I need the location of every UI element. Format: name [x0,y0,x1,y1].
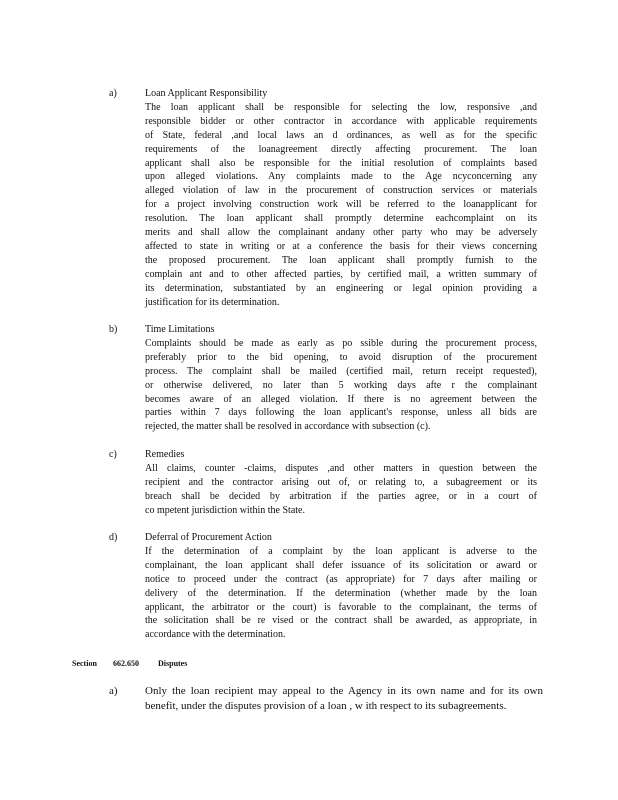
item-body [145,684,543,714]
item-marker: c) [109,449,117,460]
section-title: Disputes [158,659,188,668]
body-line: upon alleged violations. Any complaints made to the Age ncyconcerning any [145,171,537,183]
body-line: If the determination of a complaint by the loan applicant is adverse to the [145,545,537,557]
item-marker: a) [109,685,118,697]
item-marker: a) [109,88,117,99]
body-line: applicant shall also be responsible for the initial resolution of complaints based [145,157,537,169]
body-line: delivery of the determination. If the determination (whether made by the loan [145,587,537,599]
body-line: recipient and the contractor arising out of, or relating to, a subagreement or its [145,476,537,488]
body-line: The loan applicant shall be responsible for selecting the low, responsive ,and [145,101,537,113]
body-line: or otherwise delivered, no later than 5 working days afte r the complainant [145,379,537,391]
body-line: All claims, counter -claims, disputes ,and other matters in question between the [145,462,537,474]
item-marker: d) [109,532,118,543]
item-marker: b) [109,324,118,335]
body-line: the proposed procurement. The loan applicant shall promptly furnish to the [145,254,537,266]
body-line: Complaints should be made as early as po ssible during the procurement process, [145,337,537,349]
body-line: justification for its determination. [145,296,280,308]
body-line: requirements of the loanagreement directly affecting procurement. The loan [145,143,537,155]
body-line: the solicitation shall be re vised or the contract shall be awarded, as appropriate, in [145,615,537,627]
body-line: of State, federal ,and local laws an d ordinances, as well as for the specific [145,129,537,141]
body-line: process. The complaint shall be mailed (certified mail, return receipt requested), [145,365,537,377]
section-label: Section [72,659,97,668]
item-title: Deferral of Procurement Action [145,532,272,543]
body-line: rejected, the matter shall be resolved in accordance with subsection (c). [145,421,431,433]
body-line: for a project involving construction work will be referred to the loanapplicant for [145,199,537,211]
body-line: complain ant and to other affected parties, by certified mail, a written summary of [145,268,537,280]
body-line: responsible bidder or other contractor in accordance with applicable requirements [145,115,537,127]
body-line: alleged violation of law in the procurement of construction services or materials [145,185,537,197]
item-body [145,337,537,434]
body-line: resolution. The loan applicant shall promptly determine eachcomplaint on its [145,213,537,225]
section-number: 662.650 [113,659,139,668]
body-line: notice to proceed under the contract (as appropriate) for 7 days after mailing or [145,573,537,585]
body-line: affected to state in writing or at a conference the basis for their views concerning [145,240,537,252]
item-title: Remedies [145,449,185,460]
body-line: breach shall be decided by arbitration if the parties agree, or in a court of [145,490,537,502]
item-body [145,545,537,642]
body-line: applicant, the arbitrator or the court) is favorable to the complainant, the terms of [145,601,537,613]
body-line: its determination, substantiated by an engineering or legal opinion providing a [145,282,537,294]
item-title: Loan Applicant Responsibility [145,88,268,99]
body-line: parties within 7 days following the loan applicant's response, unless all bids are [145,407,537,419]
body-line: accordance with the determination. [145,629,286,641]
body-line: benefit, under the disputes provision of a loan , w ith respect to its subagreements. [145,700,507,712]
body-line: preferably prior to the bid opening, to avoid disruption of the procurement [145,351,537,363]
item-body [145,101,537,310]
body-line: becomes aware of an alleged violation. If there is no agreement between the [145,393,537,405]
body-line: Only the loan recipient may appeal to the Agency in its own name and for its own [145,685,543,697]
item-body [145,462,537,518]
body-line: complainant, the loan applicant shall defer issuance of its solicitation or award or [145,559,537,571]
body-line: merits and shall allow the complainant andany other party who may be adversely [145,227,537,239]
item-title: Time Limitations [145,324,215,335]
body-line: co mpetent jurisdiction within the State. [145,504,305,516]
